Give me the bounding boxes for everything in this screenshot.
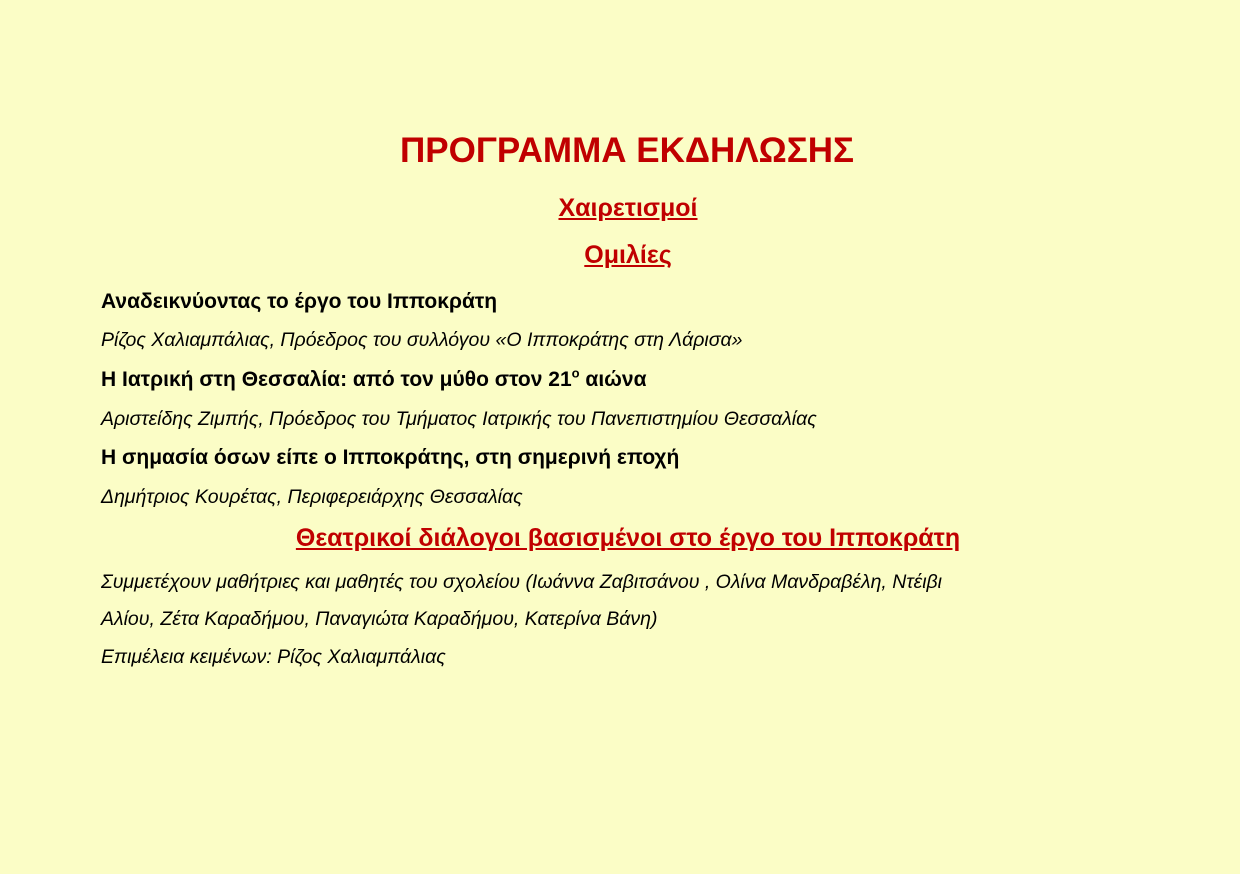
theater-participants-line-1: Συμμετέχουν μαθήτριες και μαθητές του σχολείου (Ιωάννα Ζαβιτσάνου , Ολίνα Μανδραβέλη, Ντέιβι <box>101 571 943 593</box>
talk-title-1: Αναδεικνύοντας το έργο του Ιπποκράτη <box>101 290 498 313</box>
talk-speaker-2: Αριστείδης Ζιμπής, Πρόεδρος του Τμήματος Ιατρικής του Πανεπιστημίου Θεσσαλίας <box>101 408 817 430</box>
greetings-heading: Χαιρετισμοί <box>558 194 698 222</box>
talk-speaker-1: Ρίζος Χαλιαμπάλιας, Πρόεδρος του συλλόγου «Ο Ιπποκράτης στη Λάρισα» <box>101 329 743 351</box>
theater-heading: Θεατρικοί διάλογοι βασισμένοι στο έργο του Ιπποκράτη <box>295 524 961 552</box>
talk-title-3: Η σημασία όσων είπε ο Ιπποκράτης, στη σημερινή εποχή <box>101 446 680 469</box>
talk-speaker-3: Δημήτριος Κουρέτας, Περιφερειάρχης Θεσσαλίας <box>101 486 523 508</box>
ordinal-superscript: ο <box>571 365 580 381</box>
talk-title-2-tail: αιώνα <box>579 368 647 391</box>
program-title: ΠΡΟΓΡΑΜΜΑ ΕΚΔΗΛΩΣΗΣ <box>400 131 854 170</box>
talk-title-2 <box>101 367 647 393</box>
theater-participants-line-2: Αλίου, Ζέτα Καραδήμου, Παναγιώτα Καραδήμου, Κατερίνα Βάνη) <box>101 608 658 630</box>
text-editing-credit: Επιμέλεια κειμένων: Ρίζος Χαλιαμπάλιας <box>101 646 446 668</box>
talks-heading: Ομιλίες <box>584 241 672 269</box>
talk-title-2-main: Η Ιατρική στη Θεσσαλία: από τον μύθο στον 21 <box>101 368 572 391</box>
